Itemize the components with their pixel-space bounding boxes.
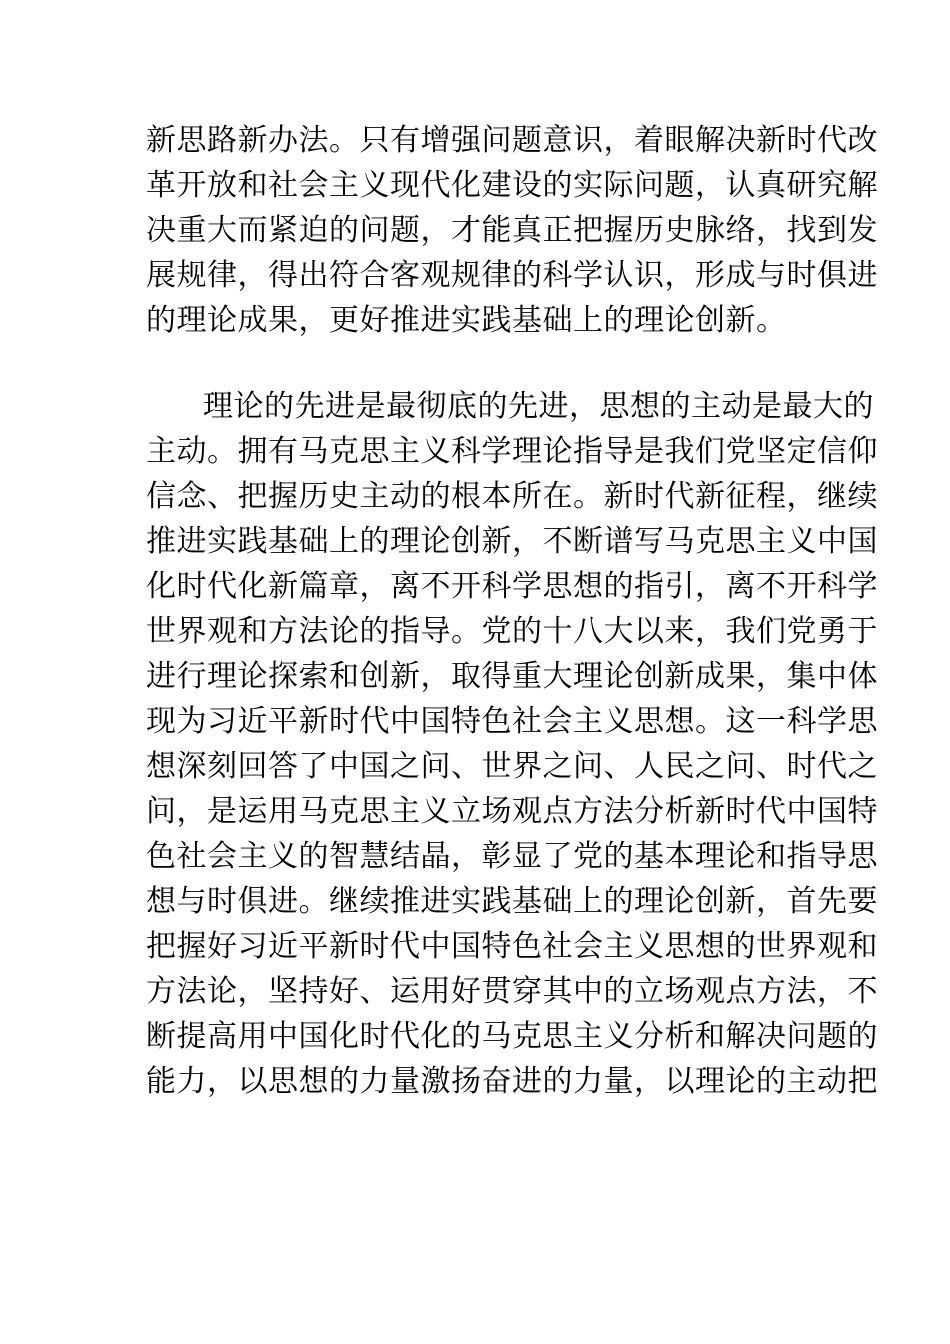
text-line: 世界观和方法论的指导。党的十八大以来，我们党勇于: [146, 614, 878, 649]
text-line: 问，是运用马克思主义立场观点方法分析新时代中国特: [146, 794, 878, 829]
text-line: 展规律，得出符合客观规律的科学认识，形成与时俱进: [146, 258, 878, 293]
text-line: 进行理论探索和创新，取得重大理论创新成果，集中体: [146, 659, 878, 694]
text-line: 化时代化新篇章，离不开科学思想的指引，离不开科学: [146, 569, 878, 604]
text-line: 色社会主义的智慧结晶，彰显了党的基本理论和指导思: [146, 839, 878, 874]
text-line: 把握好习近平新时代中国特色社会主义思想的世界观和: [146, 929, 878, 964]
text-line: 的理论成果，更好推进实践基础上的理论创新。: [146, 303, 787, 338]
text-line: 断提高用中国化时代化的马克思主义分析和解决问题的: [146, 1019, 878, 1054]
text-line: 想深刻回答了中国之问、世界之问、人民之问、时代之: [146, 749, 878, 784]
text-line: 推进实践基础上的理论创新，不断谱写马克思主义中国: [146, 524, 878, 559]
text-line: 主动。拥有马克思主义科学理论指导是我们党坚定信仰: [146, 434, 878, 469]
text-line: 决重大而紧迫的问题，才能真正把握历史脉络，找到发: [146, 213, 878, 248]
paragraph-1: [146, 118, 878, 343]
text-line: 新思路新办法。只有增强问题意识，着眼解决新时代改: [146, 123, 878, 158]
text-line: 现为习近平新时代中国特色社会主义思想。这一科学思: [146, 704, 878, 739]
text-line: 信念、把握历史主动的根本所在。新时代新征程，继续: [146, 479, 878, 514]
text-line-indented: 理论的先进是最彻底的先进，思想的主动是最大的: [203, 389, 874, 424]
text-line: 能力，以思想的力量激扬奋进的力量，以理论的主动把: [146, 1064, 878, 1099]
text-line: 方法论，坚持好、运用好贯穿其中的立场观点方法，不: [146, 974, 878, 1009]
paragraph-2: [146, 384, 878, 1104]
text-line: 革开放和社会主义现代化建设的实际问题，认真研究解: [146, 168, 878, 203]
text-line: 想与时俱进。继续推进实践基础上的理论创新，首先要: [146, 884, 878, 919]
